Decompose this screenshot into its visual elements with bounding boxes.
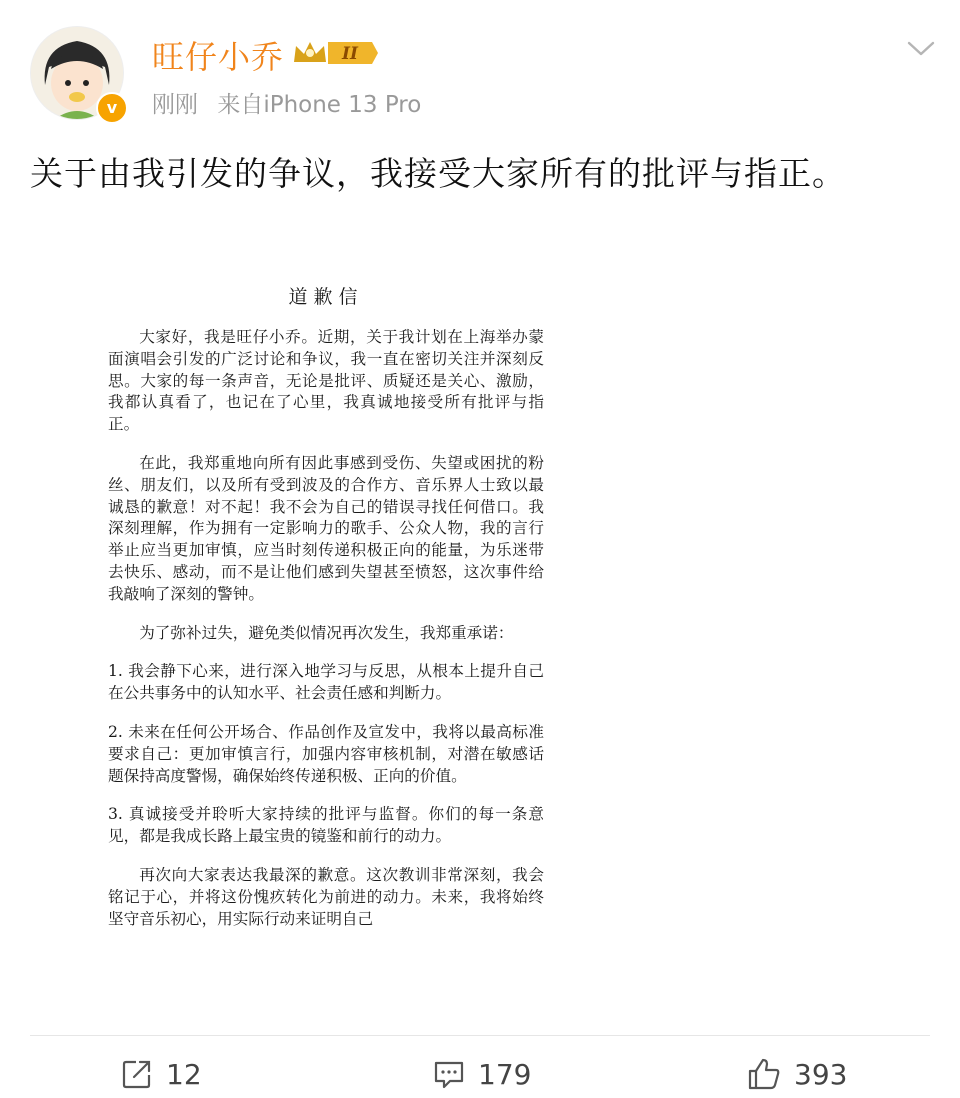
- share-count: 12: [166, 1057, 202, 1091]
- post-header: [30, 26, 940, 126]
- post-source: 来自iPhone 13 Pro: [217, 92, 422, 118]
- letter-paragraph: 再次向大家表达我最深的歉意。这次教训非常深刻，我会铭记于心，并将这份愧疚转化为前进的动力。未来，我将始终坚守音乐初心，用实际行动来证明自己: [108, 865, 544, 928]
- username[interactable]: 旺仔小乔: [152, 38, 285, 76]
- share-button[interactable]: [120, 1054, 202, 1094]
- apology-letter-image[interactable]: [108, 278, 544, 1008]
- letter-promise-item: 1. 我会静下心来，进行深入地学习与反思，从根本上提升自己在公共事务中的认知水平、社会责任感和判断力。: [108, 662, 544, 703]
- member-crown-icon[interactable]: [292, 38, 378, 68]
- share-icon: [120, 1057, 154, 1091]
- avatar[interactable]: [30, 26, 124, 120]
- post-text: 关于由我引发的争议，我接受大家所有的批评与指正。: [30, 154, 846, 193]
- letter-paragraph: 大家好，我是旺仔小乔。近期，关于我计划在上海举办蒙面演唱会引发的广泛讨论和争议，我一直在密切关注并深刻反思。大家的每一条声音，无论是批评、质疑还是关心、激励，我都认真看了，也记在了心里，我真诚地接受所有批评与指正。: [108, 328, 544, 434]
- comment-icon: [432, 1057, 466, 1091]
- post-time: 刚刚: [152, 92, 198, 118]
- like-icon: [746, 1056, 782, 1092]
- letter-paragraph: 在此，我郑重地向所有因此事感到受伤、失望或困扰的粉丝、朋友们，以及所有受到波及的合作方、音乐界人士致以最诚恳的歉意！对不起！我不会为自己的错误寻找任何借口。我深刻理解，作为拥有一定影响力的歌手、公众人物，我的言行举止应当更加审慎，应当时刻传递积极正向的能量，为乐迷带去快乐、感动，而不是让他们感到失望甚至愤怒，这次事件给我敲响了深刻的警钟。: [108, 453, 544, 603]
- post-meta: [152, 86, 421, 119]
- chevron-down-icon[interactable]: [906, 36, 936, 60]
- letter-title: 道歉信: [288, 286, 364, 308]
- member-level-label: II: [342, 44, 358, 64]
- letter-paragraph: 为了弥补过失，避免类似情况再次发生，我郑重承诺：: [139, 623, 514, 642]
- verified-badge: v: [96, 92, 128, 124]
- comment-button[interactable]: [432, 1054, 531, 1094]
- like-count: 393: [794, 1057, 848, 1091]
- action-bar-divider: [30, 1035, 930, 1036]
- action-bar: [0, 1048, 960, 1098]
- letter-promise-item: 2. 未来在任何公开场合、作品创作及宣发中，我将以最高标准要求自己：更加审慎言行，加强内容审核机制，对潜在敏感话题保持高度警惕，确保始终传递积极、正向的价值。: [108, 722, 544, 785]
- letter-promise-item: 3. 真诚接受并聆听大家持续的批评与监督。你们的每一条意见，都是我成长路上最宝贵的镜鉴和前行的动力。: [108, 805, 544, 846]
- like-button[interactable]: [746, 1054, 847, 1094]
- comment-count: 179: [478, 1057, 532, 1091]
